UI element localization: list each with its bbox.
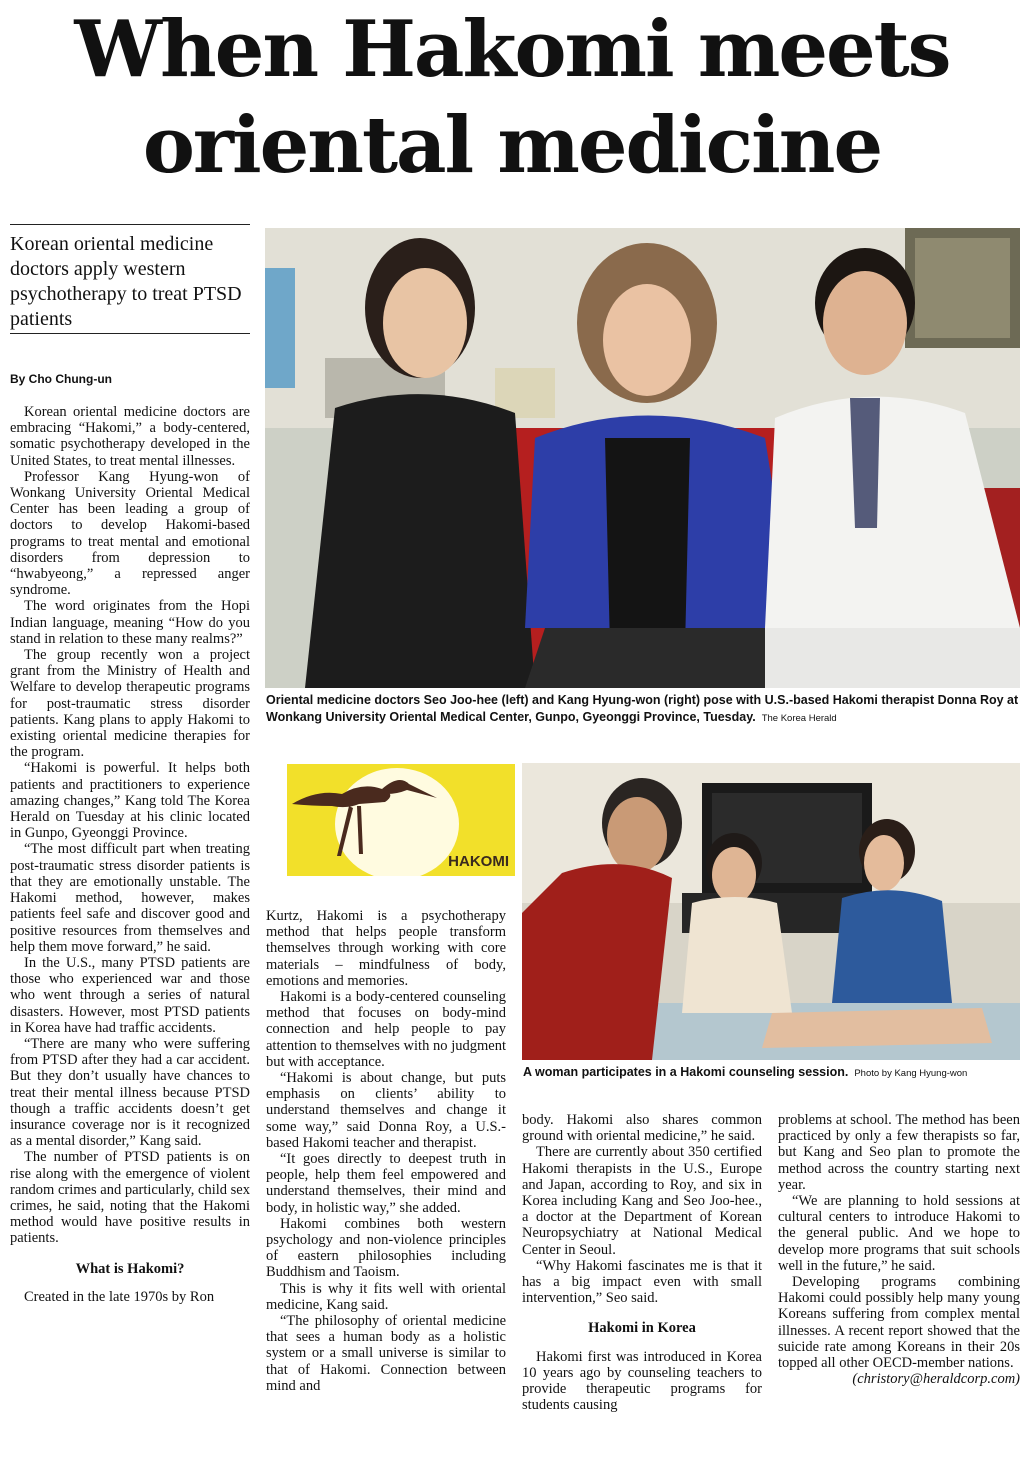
session-photo-credit: Photo by Kang Hyung-won (854, 1068, 968, 1079)
paragraph: Professor Kang Hyung-won of Wonkang University Oriental Medical Center has been leading a group of doctors to develop Hakomi-based programs to treat mental and emotional disorders from depression to “hwabyeong,” a repressed anger syndrome. (10, 468, 250, 599)
main-photo-caption-text: Oriental medicine doctors Seo Joo-hee (left) and Kang Hyung-won (right) pose with U.S.-based Hakomi therapist Donna Roy at Wonkang University Oriental Medical Center, Gunpo, Gyeonggi Province, Tuesday. (266, 693, 1019, 724)
session-photo-caption (523, 1064, 1023, 1082)
paragraph: “The most difficult part when treating post-traumatic stress disorder patients is that they are emotionally unstable. The Hakomi method, however, makes patients feel safe and discover good and positive resources from themselves and help them move forward,” he said. (10, 841, 250, 955)
main-photo (265, 228, 1020, 688)
article-column-2 (266, 908, 506, 1394)
paragraph: problems at school. The method has been practiced by only a few therapists so far, but Kang and Seo plan to promote the method across the country starting next year. (778, 1112, 1020, 1193)
article-column-3 (522, 1112, 762, 1413)
session-photo-illustration (522, 763, 1020, 1060)
paragraph: This is why it fits well with oriental medicine, Kang said. (266, 1280, 506, 1313)
paragraph: body. Hakomi also shares common ground with oriental medicine,” he said. (522, 1112, 762, 1145)
paragraph: “There are many who were suffering from PTSD after they had a car accident. But they don’t usually have chances to treat their mental illness because PTSD though a traffic accidents doesn’t get insurance coverage nor is it recognized as a mental disorder,” Kang said. (10, 1035, 250, 1150)
paragraph: Hakomi is a body-centered counseling method that focuses on body-mind connection and help people to pay attention to themselves with no judgment but with acceptance. (266, 989, 506, 1070)
paragraph: “We are planning to hold sessions at cultural centers to introduce Hakomi to the general public. And we hope to develop more programs that suit schools well in the future,” he said. (778, 1193, 1020, 1274)
main-photo-illustration (265, 228, 1020, 688)
paragraph: Hakomi first was introduced in Korea 10 years ago by counseling teachers to provide therapeutic programs for students causing (522, 1348, 762, 1414)
subhead-what-is-hakomi: What is Hakomi? (75, 1260, 185, 1277)
headline (0, 0, 1024, 194)
paragraph: “Hakomi is powerful. It helps both patients and practitioners to experience amazing changes,” Kang told The Korea Herald on Tuesday at his clinic located in Gunpo, Gyeonggi Province. (10, 760, 250, 842)
paragraph: Kurtz, Hakomi is a psychotherapy method that helps people transform themselves through working with core materials – mindfulness of body, emotions and memories. (266, 908, 506, 989)
paragraph: The group recently won a project grant from the Ministry of Health and Welfare to develop therapeutic programs for post-traumatic stress disorder patients. Kang plans to apply Hakomi to existing oriental medicine therapies for the program. (10, 647, 250, 761)
article-column-4 (778, 1112, 1020, 1387)
session-photo (522, 763, 1020, 1060)
paragraph: Developing programs combining Hakomi could possibly help many young Koreans suffering from complex mental illnesses. A recent report showed that the suicide rate among Koreans in their 20s topped all other OECD-member nations. (778, 1274, 1020, 1372)
paragraph: Hakomi combines both western psychology and non-violence principles of eastern philosophies including Buddhism and Taoism. (266, 1215, 506, 1281)
main-photo-credit: The Korea Herald (761, 713, 837, 724)
paragraph: In the U.S., many PTSD patients are those who experienced war and those who went through a series of natural disasters. However, most PTSD patients in Korea have had traffic accidents. (10, 954, 250, 1036)
paragraph: Korean oriental medicine doctors are embracing “Hakomi,” a body-centered, somatic psychotherapy developed in the United States, to treat mental illnesses. (10, 404, 250, 469)
paragraph: The number of PTSD patients is on rise along with the emergence of violent random crimes and particularly, child sex crimes, he said, noting that the Hakomi method would have positive results in patients. (10, 1149, 250, 1247)
paragraph: “Why Hakomi fascinates me is that it has a big impact even with small intervention,” Seo said. (522, 1257, 762, 1307)
paragraph: “The philosophy of oriental medicine that sees a human body as a holistic system or a small universe is similar to that of Hakomi. Connection between mind and (266, 1313, 506, 1394)
subhead-hakomi-in-korea: Hakomi in Korea (588, 1320, 696, 1337)
deck: Korean oriental medicine doctors apply western psychotherapy to treat PTSD patients (10, 233, 242, 330)
paragraph: The word originates from the Hopi Indian language, meaning “How do you stand in relation to these many realms?” (10, 598, 250, 647)
paragraph: There are currently about 350 certified Hakomi therapists in the U.S., Europe and Japan, according to Roy, and six in Korea including Kang and Seo Joo-hee., a doctor at the Department of Korean Neuropsychiatry at National Medical Center in Seoul. (522, 1144, 762, 1258)
hakomi-logo-text: HAKOMI (448, 853, 509, 870)
session-photo-caption-text: A woman participates in a Hakomi counseling session. (523, 1065, 849, 1079)
signoff-email: (christory@heraldcorp.com) (852, 1371, 1020, 1388)
hakomi-logo (287, 764, 515, 876)
paragraph: “It goes directly to deepest truth in people, help them feel empowered and understand themselves, their mind and body, in holistic way,” she added. (266, 1151, 506, 1216)
byline: By Cho Chung-un (10, 372, 112, 386)
paragraph: “Hakomi is about change, but puts emphasis on clients’ ability to understand themselves and change it some way,” said Donna Roy, a U.S.-based Hakomi teacher and therapist. (266, 1070, 506, 1151)
deck-bottom-rule (10, 333, 250, 334)
headline-line-2: oriental medicine (142, 100, 882, 191)
article-column-1 (10, 404, 250, 1305)
deck-top-rule (10, 224, 250, 225)
headline-line-1: When Hakomi meets (74, 4, 950, 95)
main-photo-caption (266, 692, 1022, 727)
paragraph: Created in the late 1970s by Ron (24, 1288, 215, 1305)
